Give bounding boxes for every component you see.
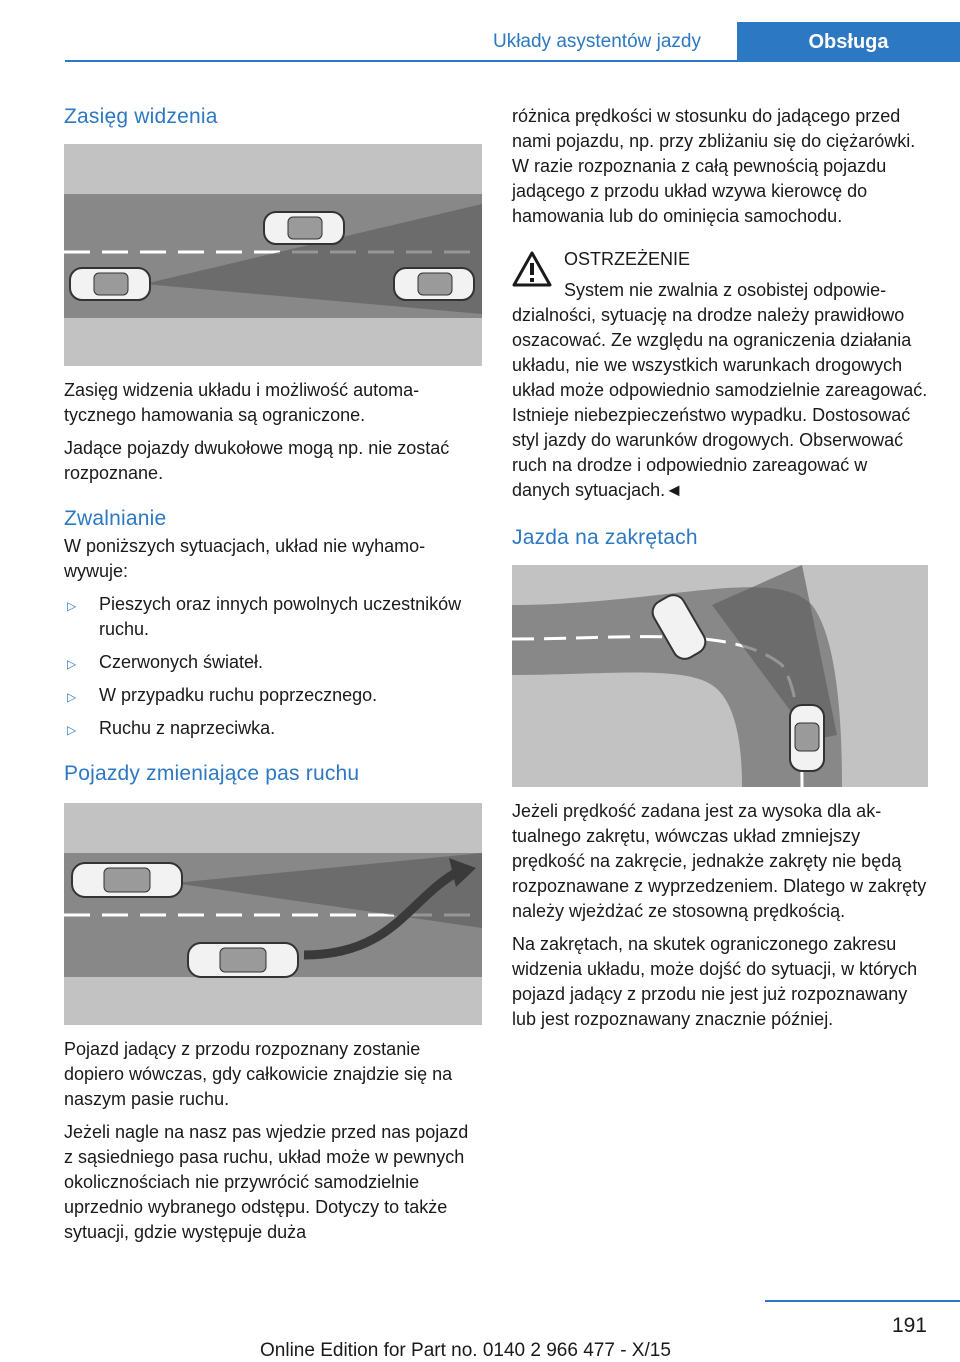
warning-block <box>512 247 928 503</box>
paragraph: Jeżeli nagle na nasz pas wjedzie przed nas pojazd z sąsiedniego pasa ruchu, układ może w pewnych okolicznościach nie przywrócić samodzielnie uprzednio wybranego odstępu. Dotyczy to także sytuacji, gdzie występuje duża <box>64 1122 469 1242</box>
car-icon <box>188 943 298 977</box>
paragraph: Jadące pojazdy dwukołowe mogą np. nie zostać rozpoznane. <box>64 438 450 483</box>
triangle-bullet-icon: ▷ <box>67 690 77 704</box>
triangle-bullet-icon: ▷ <box>67 723 77 737</box>
running-header-tab: Obsługa <box>737 22 960 62</box>
car-icon <box>264 212 344 244</box>
warning-title: OSTRZEŻENIE <box>564 249 691 269</box>
list-item: ▷ Pieszych oraz innych powolnych uczestników ruchu. <box>67 594 462 639</box>
heading-range: Zasięg widzenia <box>64 105 218 128</box>
left-column <box>64 98 482 1245</box>
figure-lane-change <box>64 803 482 1025</box>
bullet-list <box>64 592 482 741</box>
list-item: ▷ Ruchu z naprzeciwka. <box>64 716 482 741</box>
edition-note: Online Edition for Part no. 0140 2 966 477 - X/15 <box>260 1340 671 1361</box>
running-header-section: Układy asystentów jazdy <box>492 31 702 52</box>
paragraph: W poniższych sytuacjach, układ nie wyhamowywuje: <box>64 536 426 581</box>
car-icon <box>790 705 824 771</box>
car-icon <box>72 863 182 897</box>
triangle-bullet-icon: ▷ <box>67 657 77 671</box>
header-rule <box>65 60 960 62</box>
paragraph: Pojazd jadący z przodu rozpoznany zostanie dopiero wówczas, gdy całkowicie znajdzie się na naszym pasie ruchu. <box>64 1039 453 1109</box>
car-icon <box>70 268 150 300</box>
illustration-lane-change <box>64 803 482 1025</box>
list-item: ▷ Czerwonych świateł. <box>64 650 482 675</box>
figure-range <box>64 144 482 366</box>
heading-curves: Jazda na zakrętach <box>512 526 698 549</box>
warning-icon <box>512 251 552 287</box>
illustration-range <box>64 144 482 366</box>
page-number: 191 <box>891 1314 927 1337</box>
warning-text: System nie zwalnia z osobistej odpowiedzialności, sytuację na drodze należy prawidłowo oszacować. Ze względu na ograniczenia działania układu, nie we wszystkich warunkach drogowych układ może odpowiednio samodzielnie zareagować. Istnieje niebezpieczeństwo wypadku. Dostosować styl jazdy do warunków drogowych. Obserwować ruch na drodze i odpowiednio zareagować w danych sytuacjach.◄ <box>512 280 928 500</box>
paragraph: Zasięg widzenia układu i możliwość automatycznego hamowania są ograniczone. <box>64 380 420 425</box>
paragraph: różnica prędkości w stosunku do jadącego przed nami pojazdu, np. przy zbliżaniu się do ciężarówki. W razie rozpoznania z całą pewnością pojazdu jadącego z przodu układ wzywa kierowcę do hamowania lub do ominięcia samochodu. <box>512 106 916 226</box>
triangle-bullet-icon: ▷ <box>67 599 77 613</box>
right-column <box>512 104 928 1032</box>
figure-curves <box>512 565 928 787</box>
illustration-curves <box>512 565 928 787</box>
paragraph: Jeżeli prędkość zadana jest za wysoka dla aktualnego zakrętu, wówczas układ zmniejszy prędkość na zakręcie, jednakże zakręty nie będą rozpoznawane z wyprzedzeniem. Dlatego w zakręty należy wjeżdżać ze stosowną prędkością. <box>512 801 927 921</box>
paragraph: Na zakrętach, na skutek ograniczonego zakresu widzenia układu, może dojść do sytuacji, w których pojazd jadący z przodu nie jest już rozpoznawany lub jest rozpoznawany znacznie później. <box>512 934 918 1029</box>
footer <box>0 1300 960 1362</box>
list-item: ▷ W przypadku ruchu poprzecznego. <box>64 683 482 708</box>
heading-slowing: Zwalnianie <box>64 507 167 530</box>
heading-lane-change: Pojazdy zmieniające pas ruchu <box>64 762 360 785</box>
car-icon <box>394 268 474 300</box>
footer-rule <box>765 1300 960 1302</box>
